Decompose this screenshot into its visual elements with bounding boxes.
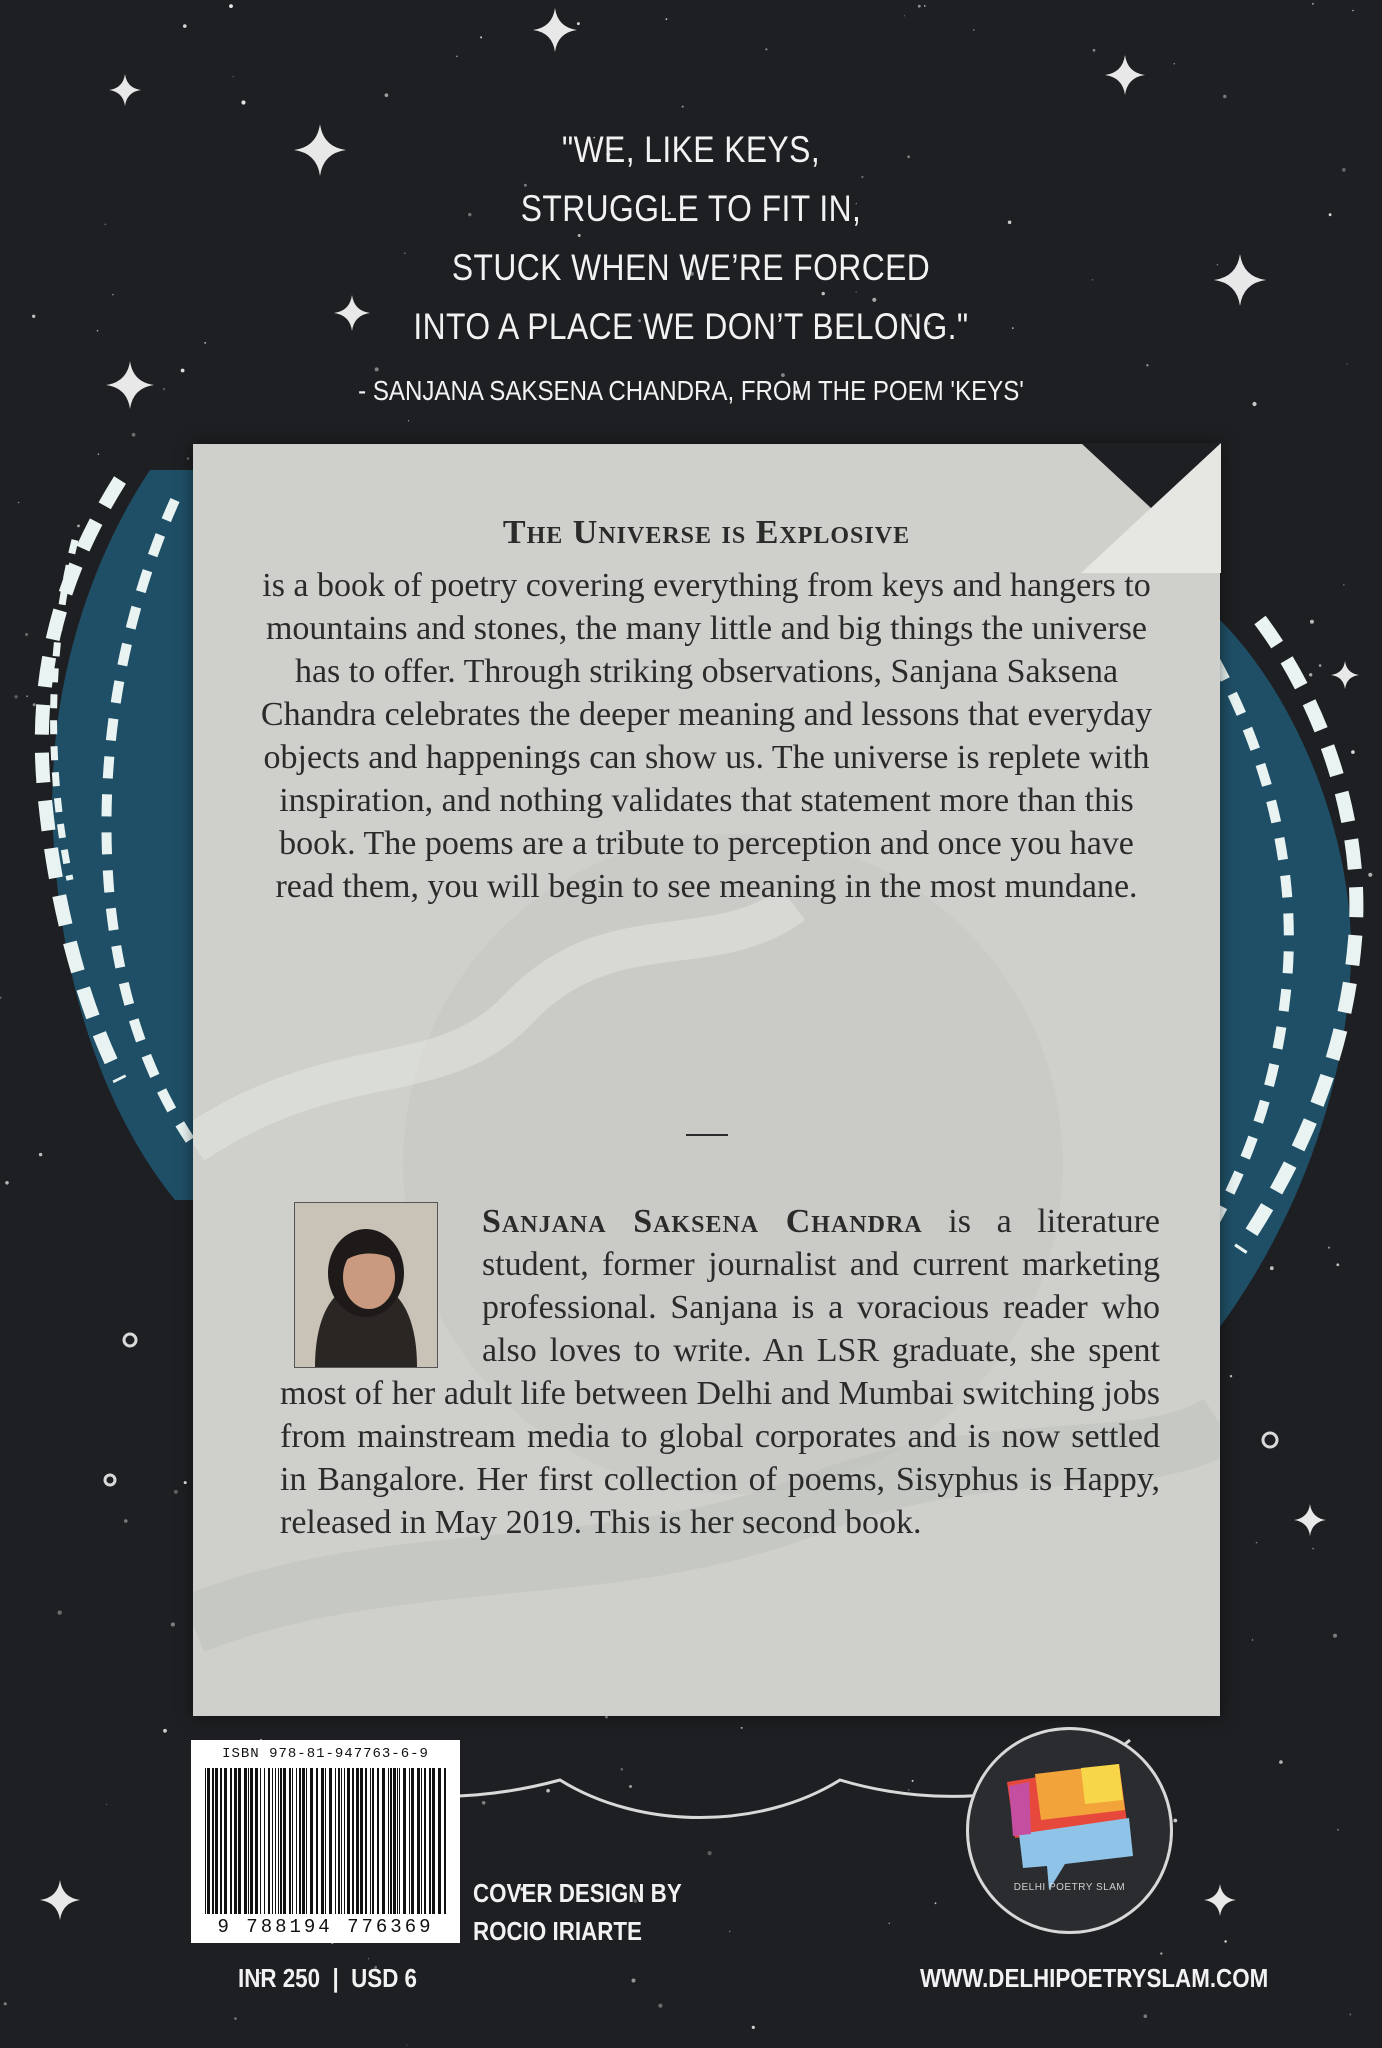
- page-curl: [1081, 443, 1221, 573]
- isbn-label: ISBN 978-81-947763-6-9: [222, 1746, 429, 1762]
- speech-bubble-logo-icon: [969, 1730, 1170, 1931]
- logo-label: DELHI POETRY SLAM: [1013, 1882, 1126, 1893]
- publisher-website: WWW.DELHIPOETRYSLAM.COM: [920, 1963, 1269, 1993]
- barcode-bars: [205, 1768, 447, 1914]
- section-divider: [686, 1134, 728, 1136]
- price-label: INR 250 | USD 6: [238, 1963, 418, 1993]
- author-photo: [294, 1202, 438, 1368]
- quote-line: INTO A PLACE WE DON’T BELONG.": [413, 306, 969, 347]
- quote-line: "WE, LIKE KEYS,: [561, 129, 821, 170]
- quote-attribution: - SANJANA SAKSENA CHANDRA, FROM THE POEM 'KEYS': [358, 375, 1024, 406]
- quote-line: STUCK WHEN WE’RE FORCED: [451, 247, 931, 288]
- quote-line: STRUGGLE TO FIT IN,: [520, 188, 862, 229]
- author-name: Sanjana Saksena Chandra: [482, 1203, 923, 1240]
- book-title: The Universe is Explosive: [502, 514, 911, 551]
- credit-line-1: COVER DESIGN BY: [473, 1878, 682, 1908]
- paper-panel: [193, 444, 1220, 1716]
- book-blurb: is a book of poetry covering everything from keys and hangers to mountains and stones, the many little and big things the universe has to offer. Through striking observations, Sanjana Saksena Chandra celebrates the deeper meaning and lessons that everyday objects and happenings can show us. The universe is replete with inspiration, and nothing validates that statement more than this book. The poems are a tribute to perception and once you have read them, you will begin to see meaning in the most mundane.: [260, 567, 1153, 905]
- cover-design-credit: [473, 1874, 682, 1950]
- credit-line-2: ROCIO IRIARTE: [473, 1916, 642, 1946]
- isbn-digits: 9 788194 776369: [217, 1916, 434, 1938]
- author-bio-text: is a literature student, former journalist and current marketing professional. Sanjana is a voracious reader who also loves to write. An LSR graduate, she spent most of her adult life between Delhi and Mumbai switching jobs from mainstream media to global corporates and is now settled in Bangalore. Her first collection of poems, Sisyphus is Happy, released in May 2019. This is her second book.: [280, 1203, 1160, 1541]
- pull-quote: [97, 120, 1286, 356]
- publisher-logo: [966, 1727, 1173, 1934]
- isbn-barcode: [191, 1740, 460, 1943]
